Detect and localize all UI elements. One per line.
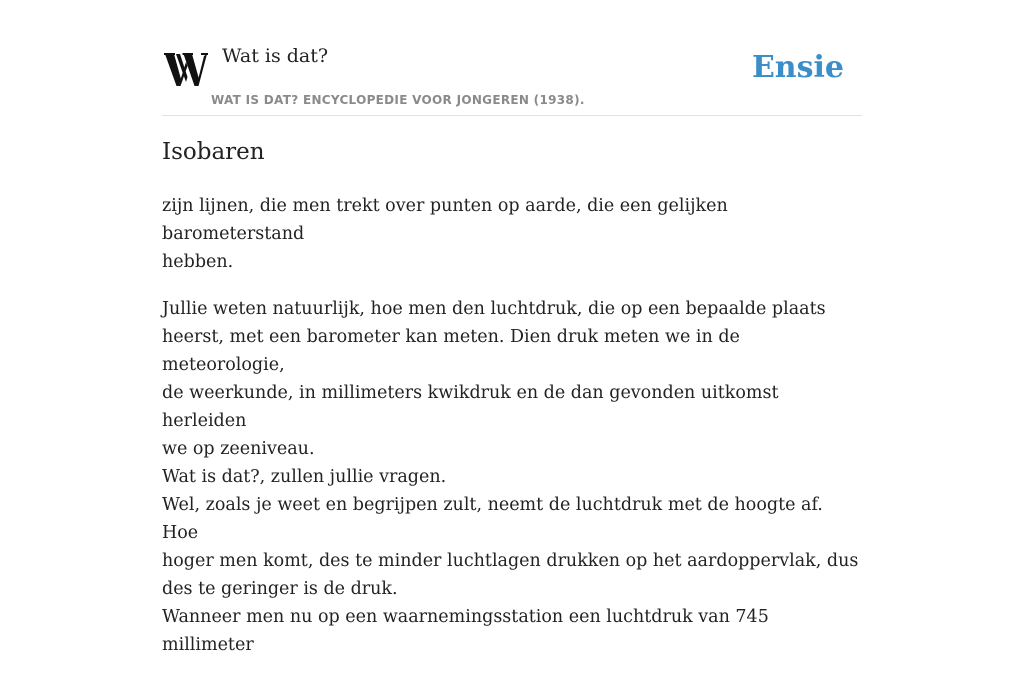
article-body [162,192,862,678]
paragraph [162,295,862,659]
text-line: Wel, zoals je weet en begrijpen zult, neemt de luchtdruk met de hoogte af. Hoe [162,495,823,543]
paragraph [162,192,862,276]
book-subtitle: WAT IS DAT? ENCYCLOPEDIE VOOR JONGEREN (1938). [211,93,585,107]
text-line: hoger men komt, des te minder luchtlagen drukken op het aardoppervlak, dus [162,551,859,571]
ensie-brand-logo[interactable]: Ensie [751,50,844,85]
text-line: zijn lijnen, die men trekt over punten op aarde, die een gelijken barometerstand [162,196,728,244]
text-line: we op zeeniveau. [162,439,315,459]
text-line: Wat is dat?, zullen jullie vragen. [162,467,447,487]
article-title: Isobaren [162,139,265,165]
book-title-link[interactable]: Wat is dat? [222,45,329,67]
text-line: Wanneer men nu op een waarnemingsstation een luchtdruk van 745 millimeter [162,607,769,655]
text-line: de weerkunde, in millimeters kwikdruk en de dan gevonden uitkomst herleiden [162,383,779,431]
text-line: des te geringer is de druk. [162,579,398,599]
w-logo-icon[interactable] [164,50,208,90]
text-line: hebben. [162,252,234,272]
text-line: Jullie weten natuurlijk, hoe men den luchtdruk, die op een bepaalde plaats [162,299,826,319]
text-line: heerst, met een barometer kan meten. Dien druk meten we in de meteorologie, [162,327,740,375]
header [162,40,862,116]
